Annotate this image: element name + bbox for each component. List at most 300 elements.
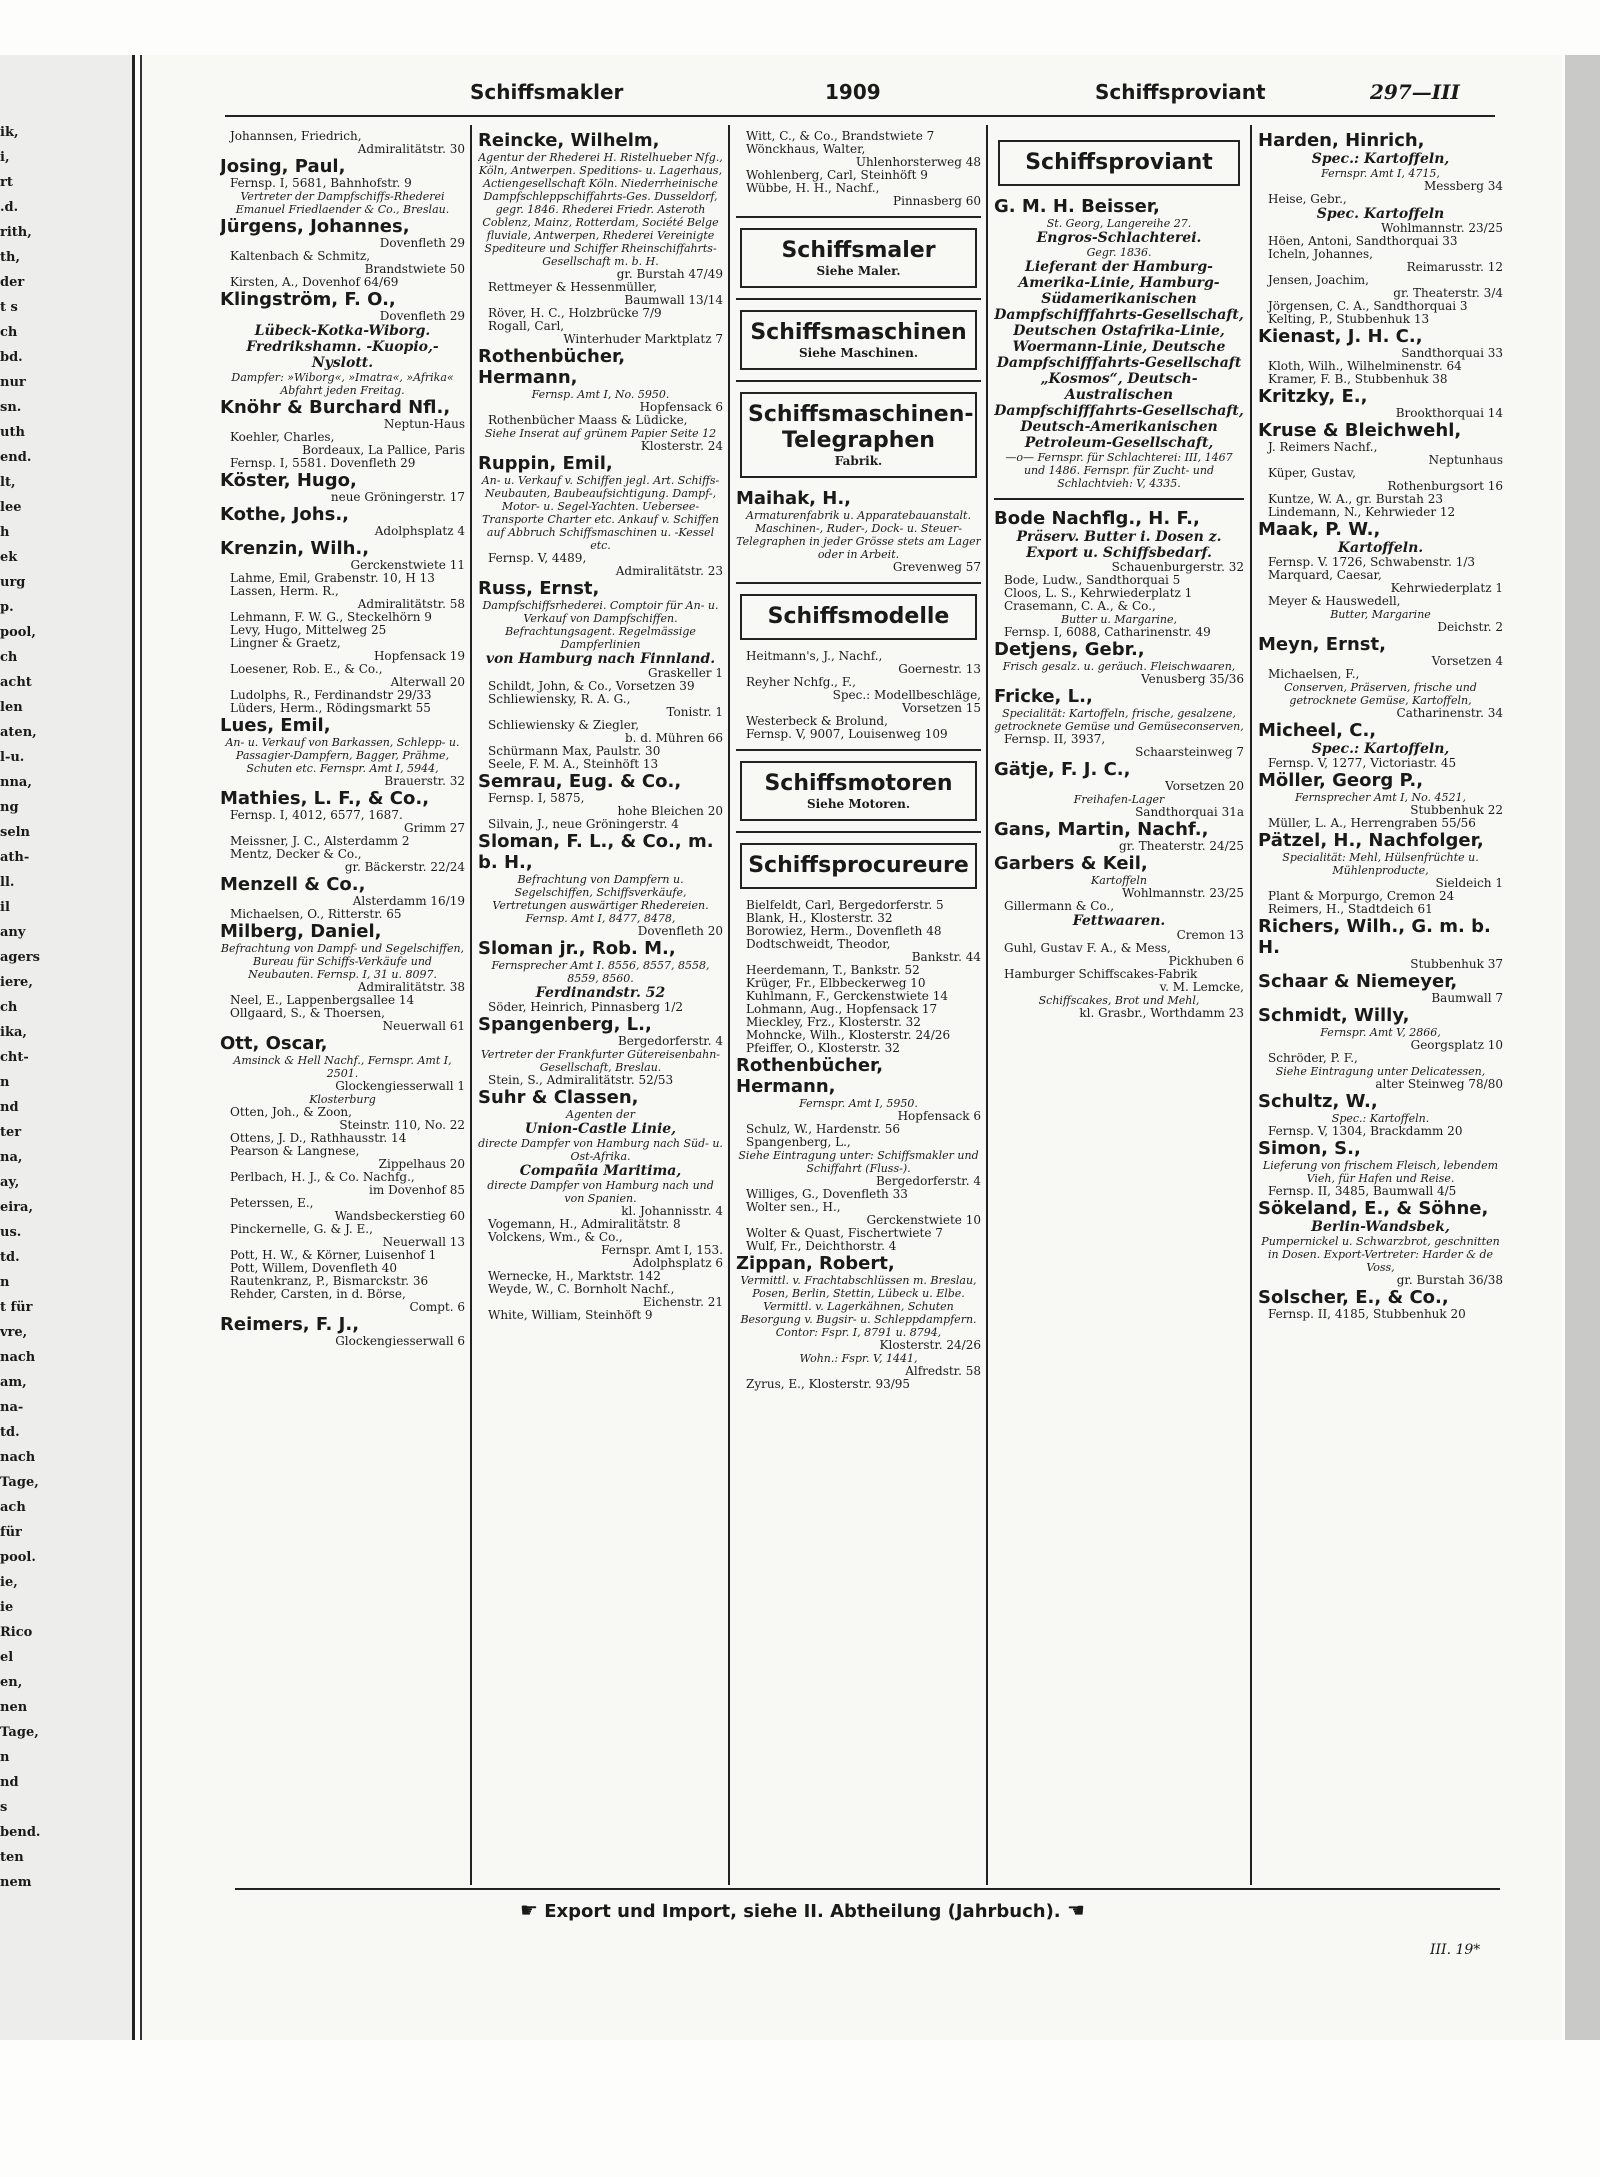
entry-text: Kothe, Johs., bbox=[220, 504, 349, 525]
left-fragment-text: Rico bbox=[0, 1625, 33, 1640]
entry-text: Compañia Maritima, bbox=[519, 1163, 682, 1179]
entry-text: Lindemann, N., Kehrwieder 12 bbox=[1268, 505, 1456, 519]
entry-address: Admiralitätstr. 30 bbox=[357, 142, 465, 156]
listing-entry bbox=[1258, 992, 1503, 1005]
left-fragment-text: nach bbox=[0, 1350, 36, 1365]
entry-text: Schulz, W., Hardenstr. 56 bbox=[746, 1122, 901, 1136]
listing-highlight bbox=[220, 323, 465, 339]
entry-text: Müller, L. A., Herrengraben 55/56 bbox=[1268, 816, 1476, 830]
listing-entry bbox=[478, 1035, 723, 1048]
entry-text: Heerdemann, T., Bankstr. 52 bbox=[746, 963, 920, 977]
listing-highlight bbox=[1258, 206, 1503, 222]
left-fragment-text: uth bbox=[0, 425, 25, 440]
entry-text: Micheel, C., bbox=[1258, 720, 1377, 741]
listing-entry bbox=[994, 942, 1244, 968]
section-separator bbox=[736, 216, 981, 218]
entry-text: Pfeiffer, O., Klosterstr. 32 bbox=[746, 1041, 900, 1055]
listing-note bbox=[1258, 1235, 1503, 1274]
listing-entry bbox=[994, 600, 1244, 613]
entry-address: Baumwall 7 bbox=[1431, 991, 1503, 1005]
listing-name bbox=[478, 346, 723, 388]
entry-text: Borowiez, Herm., Dovenfleth 48 bbox=[746, 924, 942, 938]
left-fragment-text: us. bbox=[0, 1225, 22, 1240]
column-divider bbox=[1250, 125, 1252, 1885]
left-fragment-text: end. bbox=[0, 450, 32, 465]
left-fragment-text: pool, bbox=[0, 625, 36, 640]
entry-text: Weyde, W., C. Bornholt Nachf., bbox=[488, 1282, 675, 1296]
entry-text: Siehe Eintragung unter: Schiffsmakler und Schiffahrt (Fluss-). bbox=[738, 1149, 979, 1175]
entry-text: Schiffscakes, Brot und Mehl, bbox=[1038, 994, 1200, 1007]
entry-address: Glockengiesserwall 6 bbox=[335, 1334, 465, 1348]
listing-name bbox=[1258, 1198, 1503, 1219]
entry-text: Bode Nachflg., H. F., bbox=[994, 508, 1200, 529]
entry-text: Engros-Schlachterei. bbox=[1036, 230, 1202, 246]
listing-name bbox=[478, 578, 723, 599]
listing-entry bbox=[1258, 707, 1503, 720]
entry-text: Wohn.: Fspr. V, 1441, bbox=[799, 1352, 918, 1365]
listing-name bbox=[1258, 1005, 1503, 1026]
listing-entry bbox=[220, 1197, 465, 1223]
entry-text: Fernsp. II, 3485, Baumwall 4/5 bbox=[1268, 1184, 1457, 1198]
entry-text: Söder, Heinrich, Pinnasberg 1/2 bbox=[488, 1000, 684, 1014]
entry-address: Hopfensack 6 bbox=[897, 1109, 981, 1123]
entry-text: Detjens, Gebr., bbox=[994, 639, 1145, 660]
column-divider bbox=[470, 125, 472, 1885]
entry-address: Sandthorquai 33 bbox=[1401, 346, 1503, 360]
listing-entry bbox=[1258, 817, 1503, 830]
entry-text: Jürgens, Johannes, bbox=[220, 216, 410, 237]
listing-entry bbox=[1258, 248, 1503, 274]
left-fragment-text: l-u. bbox=[0, 750, 25, 765]
listing-highlight bbox=[1258, 741, 1503, 757]
entry-text: Meissner, J. C., Alsterdamm 2 bbox=[230, 834, 410, 848]
section-heading: Schiffsmaler bbox=[781, 238, 936, 263]
header-left: Schiffsmakler bbox=[470, 80, 624, 104]
entry-address: Baumwall 13/14 bbox=[624, 293, 723, 307]
entry-address: Dovenfleth 29 bbox=[379, 236, 465, 250]
listing-entry bbox=[478, 414, 723, 427]
listing-highlight bbox=[1258, 540, 1503, 556]
entry-text: Solscher, E., & Co., bbox=[1258, 1287, 1449, 1308]
listing-name bbox=[994, 639, 1244, 660]
entry-text: Pott, Willem, Dovenfleth 40 bbox=[230, 1261, 398, 1275]
header-right: Schiffsproviant bbox=[1095, 80, 1266, 104]
listing-name bbox=[1258, 770, 1503, 791]
listing-entry bbox=[220, 1171, 465, 1197]
left-fragment-text: h bbox=[0, 525, 10, 540]
column-5 bbox=[1258, 130, 1503, 1910]
entry-text: Fernsprecher Amt I. 8556, 8557, 8558, 8559, 8560. bbox=[491, 959, 710, 985]
left-fragment-text: für bbox=[0, 1525, 22, 1540]
entry-text: Levy, Hugo, Mittelweg 25 bbox=[230, 623, 387, 637]
entry-address: neue Gröningerstr. 17 bbox=[330, 490, 465, 504]
listing-note bbox=[478, 151, 723, 268]
entry-text: Pott, H. W., & Körner, Luisenhof 1 bbox=[230, 1248, 437, 1262]
entry-address: Spec.: Modellbeschläge, bbox=[832, 688, 981, 702]
entry-text: Rettmeyer & Hessenmüller, bbox=[488, 280, 658, 294]
listing-name bbox=[1258, 386, 1503, 407]
entry-text: Gans, Martin, Nachf., bbox=[994, 819, 1209, 840]
section-separator bbox=[736, 831, 981, 833]
entry-text: Bielfeldt, Carl, Bergedorferstr. 5 bbox=[746, 898, 944, 912]
listing-name bbox=[220, 921, 465, 942]
listing-note bbox=[478, 1179, 723, 1205]
section-heading: Schiffsprocureure bbox=[748, 853, 969, 878]
entry-text: Wernecke, H., Marktstr. 142 bbox=[488, 1269, 661, 1283]
section-see-also: Siehe Motoren. bbox=[806, 797, 911, 811]
listing-name bbox=[220, 715, 465, 736]
entry-text: Volckens, Wm., & Co., bbox=[488, 1230, 623, 1244]
listing-name bbox=[994, 196, 1244, 217]
footer-text: Export und Import, siehe II. Abtheilung (Jahrbuch). bbox=[544, 1901, 1061, 1922]
listing-name bbox=[220, 788, 465, 809]
left-fragment-text: ch bbox=[0, 1000, 18, 1015]
left-fragment-text: rith, bbox=[0, 225, 32, 240]
listing-entry bbox=[478, 818, 723, 831]
entry-text: Krenzin, Wilh., bbox=[220, 538, 370, 559]
left-fragment-text: nna, bbox=[0, 775, 32, 790]
entry-text: Simon, S., bbox=[1258, 1138, 1361, 1159]
entry-text: Agenten der bbox=[566, 1108, 635, 1121]
entry-text: Meyn, Ernst, bbox=[1258, 634, 1386, 655]
listing-entry bbox=[1258, 569, 1503, 595]
entry-text: Kelting, P., Stubbenhuk 13 bbox=[1268, 312, 1430, 326]
entry-address: Sandthorquai 31a bbox=[1135, 805, 1244, 819]
entry-text: Schröder, P. F., bbox=[1268, 1051, 1358, 1065]
entry-text: Fernsp. V. 1726, Schwabenstr. 1/3 bbox=[1268, 555, 1476, 569]
left-fragment-text: nem bbox=[0, 1875, 32, 1890]
left-page-fragment bbox=[0, 55, 135, 2040]
listing-highlight bbox=[478, 1121, 723, 1137]
listing-entry bbox=[1258, 1125, 1503, 1138]
entry-text: Ludolphs, R., Ferdinandstr 29/33 bbox=[230, 688, 432, 702]
entry-text: Kartoffeln. bbox=[1337, 540, 1424, 556]
footer-rule bbox=[235, 1888, 1500, 1890]
entry-address: gr. Theaterstr. 24/25 bbox=[1119, 839, 1244, 853]
entry-text: Schultz, W., bbox=[1258, 1091, 1378, 1112]
entry-address: Vorsetzen 15 bbox=[902, 701, 981, 715]
entry-text: J. Reimers Nachf., bbox=[1268, 440, 1378, 454]
entry-text: Spec.: Kartoffeln. bbox=[1331, 1112, 1430, 1125]
entry-text: Kuhlmann, F., Gerckenstwiete 14 bbox=[746, 989, 948, 1003]
entry-address: Wohlmannstr. 23/25 bbox=[1122, 886, 1244, 900]
listing-name bbox=[220, 874, 465, 895]
listing-entry bbox=[736, 650, 981, 676]
entry-address: Admiralitätstr. 38 bbox=[357, 980, 465, 994]
listing-name bbox=[1258, 634, 1503, 655]
entry-address: Alterwall 20 bbox=[390, 675, 465, 689]
entry-text: Spec.: Kartoffeln, bbox=[1311, 741, 1450, 757]
listing-entry bbox=[478, 693, 723, 719]
entry-text: Lieferant der Hamburg-Amerika-Linie, Hamburg-Südamerikanischen Dampfschifffahrts-Gesellschaft, Deutschen Ostafrika-Linie, Woermann-Linie, Deutsche Dampfschifffahrts-Gesellschaft „Kosmos“, Deutsch-Australischen Dampfschifffahrts-Gesellschaft, Deutsch-Amerikanischen Petroleum-Gesellschaft, bbox=[994, 259, 1244, 451]
entry-text: —o— Fernspr. für Schlachterei: III, 1467 und 1486. Fernspr. für Zucht- und Schlachtvieh: V, 4335. bbox=[1005, 451, 1233, 490]
entry-text: Frisch gesalz. u. geräuch. Fleischwaaren, bbox=[1002, 660, 1236, 673]
entry-text: St. Georg, Langereihe 27. bbox=[1046, 217, 1192, 230]
entry-text: Dampfer: »Wiborg«, »Imatra«, »Afrika« Abfahrt jeden Freitag. bbox=[231, 371, 454, 397]
left-fragment-text: agers bbox=[0, 950, 40, 965]
left-fragment-text: eira, bbox=[0, 1200, 34, 1215]
entry-text: Reincke, Wilhelm, bbox=[478, 130, 660, 151]
section-heading-box bbox=[998, 140, 1240, 186]
left-fragment-text: nen bbox=[0, 1700, 28, 1715]
entry-text: Jörgensen, C. A., Sandthorquai 3 bbox=[1268, 299, 1468, 313]
listing-entry bbox=[1258, 373, 1503, 386]
entry-text: Wolter & Quast, Fischertwiete 7 bbox=[746, 1226, 943, 1240]
listing-note bbox=[994, 451, 1244, 490]
listing-entry bbox=[220, 177, 465, 190]
listing-entry bbox=[220, 663, 465, 689]
header-page-number: 297—III bbox=[1370, 80, 1460, 104]
entry-text: Lieferung von frischem Fleisch, lebendem Vieh, für Hafen und Reise. bbox=[1262, 1159, 1499, 1185]
listing-name bbox=[220, 504, 465, 525]
listing-name bbox=[220, 397, 465, 418]
footer-note bbox=[520, 1898, 1085, 1922]
entry-text: Rehder, Carsten, in d. Börse, bbox=[230, 1287, 406, 1301]
entry-text: Kaltenbach & Schmitz, bbox=[230, 249, 371, 263]
listing-entry bbox=[220, 585, 465, 611]
listing-highlight bbox=[1258, 151, 1503, 167]
entry-text: Mieckley, Frz., Klosterstr. 32 bbox=[746, 1015, 921, 1029]
entry-address: Schauenburgerstr. 32 bbox=[1111, 560, 1244, 574]
listing-entry bbox=[736, 728, 981, 741]
listing-entry bbox=[478, 1231, 723, 1257]
listing-entry bbox=[1258, 1308, 1503, 1321]
left-fragment-text: ch bbox=[0, 325, 18, 340]
entry-text: Koehler, Charles, bbox=[230, 430, 335, 444]
entry-address: Brauerstr. 32 bbox=[384, 774, 465, 788]
entry-text: Reimers, H., Stadtdeich 61 bbox=[1268, 902, 1433, 916]
listing-name bbox=[1258, 130, 1503, 151]
left-fragment-text: s bbox=[0, 1800, 8, 1815]
listing-entry bbox=[736, 938, 981, 964]
left-fragment-text: ll. bbox=[0, 875, 15, 890]
entry-text: Peterssen, E., bbox=[230, 1196, 314, 1210]
entry-text: Pätzel, H., Nachfolger, bbox=[1258, 830, 1484, 851]
entry-text: Fernsp. I, 5681, Bahnhofstr. 9 bbox=[230, 176, 412, 190]
entry-text: Butter u. Margarine, bbox=[1061, 613, 1177, 626]
entry-address: Alsterdamm 16/19 bbox=[352, 894, 465, 908]
listing-name bbox=[478, 831, 723, 873]
left-fragment-text: any bbox=[0, 925, 26, 940]
listing-entry bbox=[478, 925, 723, 938]
listing-name bbox=[220, 470, 465, 491]
entry-text: Fricke, L., bbox=[994, 686, 1093, 707]
entry-text: Milberg, Daniel, bbox=[220, 921, 382, 942]
listing-highlight bbox=[478, 985, 723, 1001]
entry-text: Spangenberg, L., bbox=[478, 1014, 652, 1035]
left-fragment-text: sn. bbox=[0, 400, 22, 415]
listing-entry bbox=[220, 130, 465, 156]
entry-text: Pumpernickel u. Schwarzbrot, geschnitten in Dosen. Export-Vertreter: Harder & de Voss, bbox=[1261, 1235, 1500, 1274]
listing-entry bbox=[220, 1335, 465, 1348]
entry-text: Michaelsen, O., Ritterstr. 65 bbox=[230, 907, 402, 921]
left-fragment-text: ch bbox=[0, 650, 18, 665]
entry-text: Vermittl. v. Frachtabschlüssen m. Breslau, Posen, Berlin, Stettin, Lübeck u. Elbe. Vermittl. v. Lagerkähnen, Schuten Besorgung v. Bugsir- u. Schleppdampfern. Contor: Fspr. I, 8791 u. 8794, bbox=[740, 1274, 977, 1339]
entry-text: Gegr. 1836. bbox=[1086, 246, 1152, 259]
left-fragment-text: na, bbox=[0, 1150, 23, 1165]
entry-text: Klosterburg bbox=[309, 1093, 376, 1106]
entry-text: Heise, Gebr., bbox=[1268, 192, 1347, 206]
listing-highlight bbox=[994, 913, 1244, 929]
entry-text: Specialität: Mehl, Hülsenfrüchte u. Mühlenproducte, bbox=[1282, 851, 1479, 877]
entry-address: Rothenburgsort 16 bbox=[1387, 479, 1503, 493]
section-heading-box bbox=[740, 843, 977, 889]
entry-text: Neel, E., Lappenbergsallee 14 bbox=[230, 993, 415, 1007]
entry-address: v. M. Lemcke, bbox=[1159, 980, 1244, 994]
listing-highlight bbox=[220, 339, 465, 371]
entry-text: Maihak, H., bbox=[736, 488, 852, 509]
left-fragment-text: n bbox=[0, 1275, 10, 1290]
entry-text: Fernsp. I, 6088, Catharinenstr. 49 bbox=[1004, 625, 1211, 639]
entry-text: Kruse & Bleichwehl, bbox=[1258, 420, 1462, 441]
listing-entry bbox=[478, 552, 723, 578]
entry-address: gr. Burstah 36/38 bbox=[1396, 1273, 1503, 1287]
entry-text: Mathies, L. F., & Co., bbox=[220, 788, 430, 809]
entry-text: Fernsp. V, 1277, Victoriastr. 45 bbox=[1268, 756, 1457, 770]
left-fragment-text: td. bbox=[0, 1425, 20, 1440]
entry-address: Glockengiesserwall 1 bbox=[335, 1079, 465, 1093]
entry-text: Witt, C., & Co., Brandstwiete 7 bbox=[746, 130, 935, 143]
listing-entry bbox=[220, 702, 465, 715]
entry-text: Wübbe, H. H., Nachf., bbox=[746, 181, 880, 195]
listing-entry bbox=[994, 733, 1244, 759]
entry-address: Gerckenstwiete 11 bbox=[350, 558, 465, 572]
entry-text: Küper, Gustav, bbox=[1268, 466, 1356, 480]
left-fragment-text: ik, bbox=[0, 125, 19, 140]
listing-note bbox=[736, 1149, 981, 1175]
entry-text: Bode, Ludw., Sandthorquai 5 bbox=[1004, 573, 1181, 587]
column-1 bbox=[220, 130, 465, 1910]
entry-text: Schürmann Max, Paulstr. 30 bbox=[488, 744, 661, 758]
listing-entry bbox=[1258, 1185, 1503, 1198]
listing-entry bbox=[736, 143, 981, 169]
entry-address: Sieldeich 1 bbox=[1435, 876, 1503, 890]
entry-address: Alfredstr. 58 bbox=[905, 1364, 981, 1378]
right-page-edge bbox=[1565, 55, 1600, 2040]
entry-address: Dovenfleth 20 bbox=[637, 924, 723, 938]
entry-address: Graskeller 1 bbox=[648, 666, 723, 680]
left-fragment-text: der bbox=[0, 275, 25, 290]
entry-text: Sloman, F. L., & Co., m. b. H., bbox=[478, 831, 714, 873]
entry-text: Zyrus, E., Klosterstr. 93/95 bbox=[746, 1377, 911, 1391]
listing-note bbox=[736, 509, 981, 561]
entry-address: Pickhuben 6 bbox=[1168, 954, 1244, 968]
listing-entry bbox=[1258, 313, 1503, 326]
entry-text: Pinckernelle, G. & J. E., bbox=[230, 1222, 373, 1236]
listing-entry bbox=[1258, 441, 1503, 467]
listing-name bbox=[1258, 830, 1503, 851]
listing-entry bbox=[1258, 958, 1503, 971]
left-fragment-text: n bbox=[0, 1075, 10, 1090]
entry-address: Catharinenstr. 34 bbox=[1396, 706, 1503, 720]
entry-text: Dampfschiffsrhederei. Comptoir für An- u. Verkauf von Dampfschiffen. Befrachtungsagent. Regelmässige Dampferlinien bbox=[482, 599, 719, 651]
listing-entry bbox=[478, 792, 723, 818]
entry-text: Köster, Hugo, bbox=[220, 470, 357, 491]
listing-entry bbox=[994, 1007, 1244, 1020]
entry-text: Johannsen, Friedrich, bbox=[230, 130, 362, 143]
section-separator bbox=[994, 498, 1244, 500]
entry-text: Ott, Oscar, bbox=[220, 1033, 328, 1054]
entry-text: Harden, Hinrich, bbox=[1258, 130, 1425, 151]
left-fragment-text: lee bbox=[0, 500, 22, 515]
entry-text: Fernsp. I, 5875, bbox=[488, 791, 585, 805]
listing-entry bbox=[994, 968, 1244, 994]
entry-text: Präserv. Butter i. Dosen z. Export u. Schiffsbedarf. bbox=[1016, 529, 1222, 561]
listing-entry bbox=[220, 809, 465, 835]
listing-note bbox=[478, 1137, 723, 1163]
listing-entry bbox=[736, 1378, 981, 1391]
entry-text: Reyher Nchfg., F., bbox=[746, 675, 856, 689]
left-fragment-text: t s bbox=[0, 300, 18, 315]
left-fragment-text: acht bbox=[0, 675, 32, 690]
entry-text: Fernsp. V, 9007, Louisenweg 109 bbox=[746, 727, 948, 741]
listing-note bbox=[1258, 1159, 1503, 1185]
entry-text: Ruppin, Emil, bbox=[478, 453, 613, 474]
left-fragment-text: ath- bbox=[0, 850, 30, 865]
listing-note bbox=[478, 599, 723, 651]
left-fragment-text: ter bbox=[0, 1125, 22, 1140]
left-fragment-text: iere, bbox=[0, 975, 33, 990]
entry-text: An- u. Verkauf v. Schiffen jegl. Art. Schiffs-Neubauten, Baubeaufsichtigung. Dampf-, Motor- u. Segel-Yachten. Uebersee-Transporte Charter etc. Ankauf v. Schiffen auf Abbruch Schiffsmaschinen u. -Kessel etc. bbox=[481, 474, 720, 552]
entry-text: Armaturenfabrik u. Apparatebauanstalt. Maschinen-, Ruder-, Dock- u. Steuer-Telegraphen in jeder Grösse stets am Lager oder in Arbeit. bbox=[736, 509, 981, 561]
left-fragment-text: cht- bbox=[0, 1050, 29, 1065]
listing-note bbox=[220, 371, 465, 397]
entry-text: Gätje, F. J. C., bbox=[994, 759, 1131, 780]
pointing-hand-icon: ☚ bbox=[1066, 1898, 1085, 1922]
listing-entry bbox=[736, 1201, 981, 1227]
listing-entry bbox=[994, 673, 1244, 686]
listing-note bbox=[994, 246, 1244, 259]
left-fragment-text: nach bbox=[0, 1450, 36, 1465]
entry-address: Brookthorquai 14 bbox=[1395, 406, 1503, 420]
entry-address: Stubbenhuk 37 bbox=[1410, 957, 1503, 971]
listing-highlight bbox=[994, 529, 1244, 561]
entry-address: Deichstr. 2 bbox=[1437, 620, 1503, 634]
column-3 bbox=[736, 130, 981, 1910]
entry-text: Blank, H., Klosterstr. 32 bbox=[746, 911, 893, 925]
entry-text: Seele, F. M. A., Steinhöft 13 bbox=[488, 757, 659, 771]
section-heading: Schiffsproviant bbox=[1025, 150, 1213, 175]
entry-text: Rautenkranz, P., Bismarckstr. 36 bbox=[230, 1274, 429, 1288]
entry-address: b. d. Mühren 66 bbox=[624, 731, 723, 745]
entry-address: Steinstr. 110, No. 22 bbox=[339, 1118, 465, 1132]
section-heading: Schiffsmaschinen-Telegraphen bbox=[748, 402, 974, 453]
entry-text: Maak, P. W., bbox=[1258, 519, 1381, 540]
listing-entry bbox=[478, 719, 723, 745]
listing-entry bbox=[220, 1223, 465, 1249]
left-fragment-text: en, bbox=[0, 1675, 23, 1690]
listing-entry bbox=[1258, 668, 1503, 681]
entry-text: Butter, Margarine bbox=[1330, 608, 1431, 621]
entry-text: Lohmann, Aug., Hopfensack 17 bbox=[746, 1002, 938, 1016]
entry-text: Sloman jr., Rob. M., bbox=[478, 938, 676, 959]
listing-entry bbox=[478, 440, 723, 453]
entry-text: Fernspr. Amt V, 2866, bbox=[1320, 1026, 1441, 1039]
entry-text: Gillermann & Co., bbox=[1004, 899, 1115, 913]
listing-highlight bbox=[478, 651, 723, 667]
listing-name bbox=[478, 771, 723, 792]
entry-text: Reimers, F. J., bbox=[220, 1314, 360, 1335]
header-center: 1909 bbox=[825, 80, 881, 104]
entry-text: Guhl, Gustav F. A., & Mess, bbox=[1004, 941, 1171, 955]
entry-text: Kramer, F. B., Stubbenhuk 38 bbox=[1268, 372, 1448, 386]
listing-highlight bbox=[478, 1163, 723, 1179]
entry-text: Perlbach, H. J., & Co. Nachfg., bbox=[230, 1170, 415, 1184]
entry-address: Venusberg 35/36 bbox=[1141, 672, 1244, 686]
left-fragment-text: bd. bbox=[0, 350, 23, 365]
left-fragment-text: vre, bbox=[0, 1325, 28, 1340]
entry-text: Befrachtung von Dampfern u. Segelschiffen, Schiffsverkäufe, Vertretungen auswärtiger Rhedereien. Fernsp. Amt I, 8477, 8478, bbox=[492, 873, 709, 925]
